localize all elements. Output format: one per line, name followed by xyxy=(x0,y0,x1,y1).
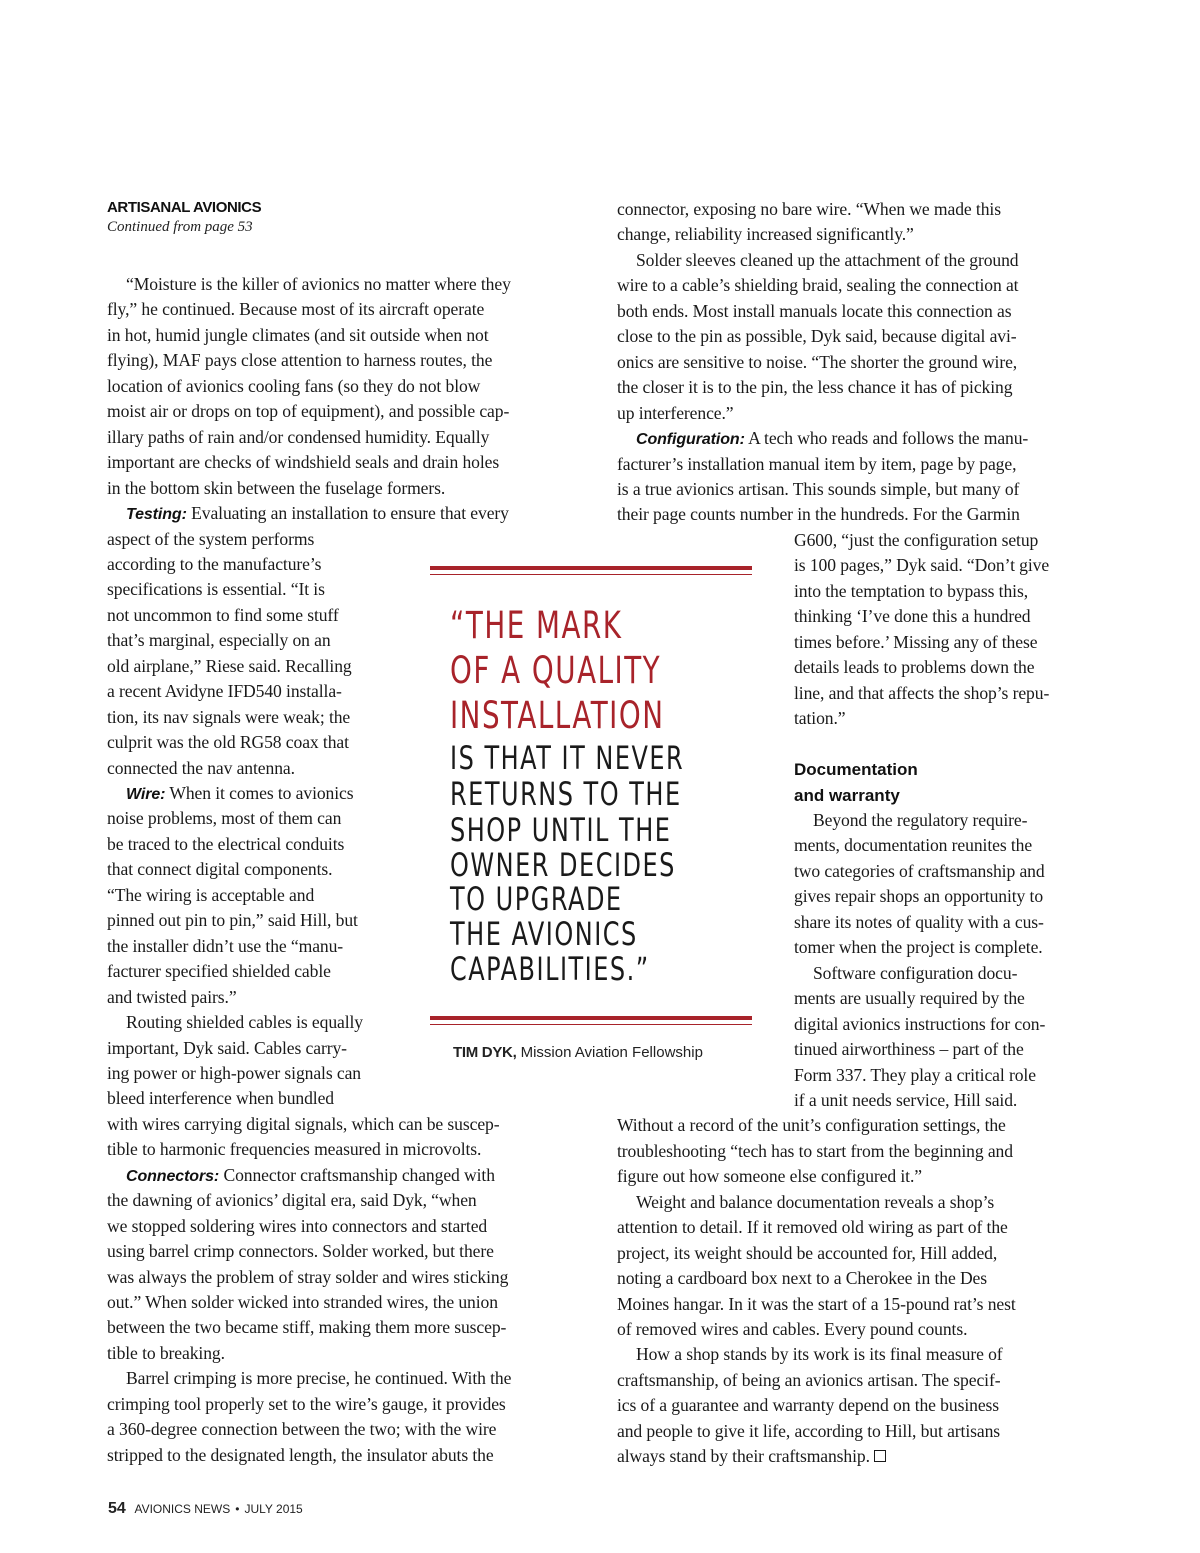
line-text: Weight and balance documentation reveals a shop’s xyxy=(636,1191,995,1212)
text-line xyxy=(617,1139,1013,1165)
pullquote-line: TO UPGRADE xyxy=(450,880,623,918)
line-text: location of avionics cooling fans (so they do not blow xyxy=(107,375,481,396)
text-line xyxy=(126,1366,511,1392)
line-text: a recent Avidyne IFD540 installa- xyxy=(107,681,342,702)
line-text: facturer specified shielded cable xyxy=(107,961,331,982)
text-line xyxy=(107,374,480,400)
line-text: times before.’ Missing any of these xyxy=(794,631,1038,652)
text-line xyxy=(617,222,914,248)
line-text: of removed wires and cables. Every pound counts. xyxy=(617,1319,968,1339)
line-text: if a unit needs service, Hill said. xyxy=(794,1089,1018,1110)
line-text: aspect of the system performs xyxy=(107,528,315,549)
line-text: troubleshooting “tech has to start from the beginning and xyxy=(617,1140,1013,1161)
pullquote-line: OF A QUALITY xyxy=(450,649,662,692)
pullquote-line: IS THAT IT NEVER xyxy=(450,739,685,777)
line-text: is 100 pages,” Dyk said. “Don’t give xyxy=(794,555,1050,576)
text-line xyxy=(617,502,1020,528)
line-text: Form 337. They play a critical role xyxy=(794,1064,1036,1085)
text-line xyxy=(794,859,1045,885)
line-text: always stand by their craftsmanship. xyxy=(617,1446,870,1467)
text-line xyxy=(617,1292,1016,1318)
line-text: tible to harmonic frequencies measured in microvolts. xyxy=(107,1139,482,1160)
text-line xyxy=(794,655,1034,681)
line-text: details leads to problems down the xyxy=(794,657,1035,678)
lead-in-label: Configuration: xyxy=(636,431,745,449)
text-line xyxy=(107,756,295,782)
pullquote-line: “THE MARK xyxy=(450,604,623,647)
line-text: and people to give it life, according to Hill, but artisans xyxy=(617,1420,1001,1441)
line-text: their page counts number in the hundreds. For the Garmin xyxy=(617,504,1020,525)
text-line xyxy=(107,883,314,909)
text-line xyxy=(126,1163,495,1190)
text-line xyxy=(107,1036,347,1062)
text-line xyxy=(107,705,350,731)
text-line xyxy=(617,375,1012,401)
issue-date: JULY 2015 xyxy=(244,1502,303,1516)
pullquote-line: OWNER DECIDES xyxy=(450,846,676,884)
line-text: tomer when the project is complete. xyxy=(794,937,1043,958)
line-text: noting a cardboard box next to a Cherokee in the Des xyxy=(617,1268,988,1289)
text-line xyxy=(107,1443,494,1469)
text-line xyxy=(107,1137,481,1163)
text-line xyxy=(794,1063,1036,1089)
continued-note: Continued from page 53 xyxy=(107,219,253,235)
line-text: line, and that affects the shop’s repu- xyxy=(794,682,1050,703)
line-text: stripped to the designated length, the insulator abuts the xyxy=(107,1444,494,1465)
text-line xyxy=(617,452,1016,478)
line-text: we stopped soldering wires into connectors and started xyxy=(107,1215,488,1236)
text-line xyxy=(794,910,1044,936)
line-text: noise problems, most of them can xyxy=(107,808,342,829)
text-line xyxy=(107,348,492,374)
line-text: facturer’s installation manual item by item, page by page, xyxy=(617,453,1017,474)
line-text: “The wiring is acceptable and xyxy=(107,884,315,905)
text-line xyxy=(617,1317,967,1343)
lead-in-label: Wire: xyxy=(126,786,166,803)
line-text: moist air or drops on top of equipment), and possible cap- xyxy=(107,401,510,422)
text-line xyxy=(617,324,1017,350)
text-line xyxy=(794,935,1043,961)
line-text: digital avionics instructions for con- xyxy=(794,1013,1046,1034)
text-line xyxy=(107,1265,508,1291)
line-text: Evaluating an installation to ensure that every xyxy=(186,503,509,524)
line-text: a 360-degree connection between the two; with the wire xyxy=(107,1419,497,1440)
text-line xyxy=(107,679,342,705)
text-line xyxy=(794,579,1028,605)
pullquote-line: SHOP UNTIL THE xyxy=(450,811,672,849)
line-text: the dawning of avionics’ digital era, said Dyk, “when xyxy=(107,1190,477,1211)
line-text: into the temptation to bypass this, xyxy=(794,580,1028,601)
line-text: gives repair shops an opportunity to xyxy=(794,886,1044,907)
text-line xyxy=(107,628,331,654)
line-text: project, its weight should be accounted for, Hill added, xyxy=(617,1242,998,1263)
text-line xyxy=(636,426,1028,453)
text-line xyxy=(107,1188,477,1214)
footer-separator: • xyxy=(235,1502,240,1516)
line-text: important, Dyk said. Cables carry- xyxy=(107,1037,347,1058)
line-text: ments are usually required by the xyxy=(794,988,1025,1009)
lead-in-label: Connectors: xyxy=(126,1167,220,1185)
line-text: When it comes to avionics xyxy=(165,783,354,803)
text-line xyxy=(617,1393,999,1419)
page-footer xyxy=(108,1500,303,1518)
line-text: up interference.” xyxy=(617,402,734,423)
text-line xyxy=(107,399,509,425)
line-text: not uncommon to find some stuff xyxy=(107,604,339,625)
subhead-line: and warranty xyxy=(794,786,900,805)
line-text: in hot, humid jungle climates (and sit outside when not xyxy=(107,324,489,345)
text-line xyxy=(107,1239,494,1265)
line-text: craftsmanship, of being an avionics artisan. The specif- xyxy=(617,1369,1001,1390)
lead-in-label: Testing: xyxy=(126,506,187,524)
text-line xyxy=(794,1012,1045,1038)
line-text: specifications is essential. “It is xyxy=(107,579,325,600)
line-text: tinued airworthiness – part of the xyxy=(794,1039,1024,1060)
line-text: that connect digital components. xyxy=(107,859,333,880)
text-line xyxy=(126,1010,363,1036)
line-text: Software configuration docu- xyxy=(813,962,1018,983)
line-text: Without a record of the unit’s configuration settings, the xyxy=(617,1115,1006,1136)
text-line xyxy=(617,1241,997,1267)
line-text: two categories of craftsmanship and xyxy=(794,860,1045,881)
line-text: tible to breaking. xyxy=(107,1342,225,1363)
line-text: according to the manufacture’s xyxy=(107,553,322,574)
line-text: that’s marginal, especially on an xyxy=(107,630,331,651)
line-text: tion, its nav signals were weak; the xyxy=(107,706,351,727)
text-line xyxy=(636,1342,1003,1368)
text-line xyxy=(617,1113,1006,1139)
line-text: ments, documentation reunites the xyxy=(794,835,1033,856)
text-line xyxy=(617,1444,886,1470)
text-line xyxy=(107,1086,334,1112)
text-line xyxy=(794,1037,1024,1063)
line-text: attention to detail. If it removed old wiring as part of the xyxy=(617,1217,1008,1238)
line-text: and twisted pairs.” xyxy=(107,986,237,1007)
text-line xyxy=(794,528,1038,554)
line-text: ing power or high-power signals can xyxy=(107,1062,361,1083)
line-text: connected the nav antenna. xyxy=(107,757,295,778)
text-line xyxy=(794,1088,1017,1114)
article-kicker: ARTISANAL AVIONICS xyxy=(107,199,262,216)
text-line xyxy=(617,1215,1008,1241)
text-line xyxy=(107,730,349,756)
line-text: close to the pin as possible, Dyk said, because digital avi- xyxy=(617,326,1017,347)
text-line xyxy=(107,323,489,349)
text-line xyxy=(107,476,445,502)
pullquote-credit xyxy=(453,1044,703,1061)
text-line xyxy=(813,961,1017,987)
text-line xyxy=(107,832,344,858)
line-text: culprit was the old RG58 coax that xyxy=(107,732,349,753)
pullquote-line: INSTALLATION xyxy=(450,694,665,737)
publication-name: AVIONICS NEWS xyxy=(134,1502,231,1516)
line-text: share its notes of quality with a cus- xyxy=(794,911,1044,932)
line-text: illary paths of rain and/or condensed humidity. Equally xyxy=(107,426,490,447)
line-text: onics are sensitive to noise. “The shorter the ground wire, xyxy=(617,351,1018,372)
pullquote-line: CAPABILITIES.” xyxy=(450,950,650,988)
text-line xyxy=(617,1266,987,1292)
text-line xyxy=(107,1341,225,1367)
line-text: Beyond the regulatory require- xyxy=(813,810,1028,830)
subhead-line: Documentation xyxy=(794,760,918,779)
text-line xyxy=(617,477,1019,503)
line-text: A tech who reads and follows the manu- xyxy=(744,428,1029,449)
line-text: Moines hangar. In it was the start of a 15-pound rat’s nest xyxy=(617,1293,1016,1314)
line-text: Routing shielded cables is equally xyxy=(126,1012,364,1033)
text-line xyxy=(794,630,1037,656)
text-line xyxy=(794,833,1032,859)
line-text: connector, exposing no bare wire. “When we made this xyxy=(617,199,1001,219)
text-line xyxy=(617,273,1018,299)
text-line xyxy=(107,908,358,934)
text-line xyxy=(617,1368,1000,1394)
end-of-story-box-icon xyxy=(874,1450,886,1462)
text-line xyxy=(107,934,343,960)
line-text: figure out how someone else configured it.” xyxy=(617,1166,922,1187)
line-text: the closer it is to the pin, the less chance it has of picking xyxy=(617,377,1013,398)
text-line xyxy=(107,1315,506,1341)
text-line xyxy=(107,1112,500,1138)
line-text: with wires carrying digital signals, which can be suscep- xyxy=(107,1113,500,1134)
text-line xyxy=(617,401,734,427)
text-line xyxy=(636,1190,994,1216)
pullquote-bottom-rule xyxy=(430,1016,752,1025)
line-text: wire to a cable’s shielding braid, sealing the connection at xyxy=(617,275,1019,296)
line-text: important are checks of windshield seals and drain holes xyxy=(107,452,500,473)
line-text: in the bottom skin between the fuselage formers. xyxy=(107,477,446,498)
text-line xyxy=(794,604,1031,630)
line-text: Barrel crimping is more precise, he continued. With the xyxy=(126,1368,512,1389)
text-line xyxy=(107,1417,496,1443)
line-text: “Moisture is the killer of avionics no matter where they xyxy=(126,274,511,294)
line-text: G600, “just the configuration setup xyxy=(794,529,1039,550)
text-line xyxy=(617,299,1012,325)
text-line xyxy=(107,297,484,323)
text-line xyxy=(617,1419,1000,1445)
text-line xyxy=(794,706,845,732)
text-line xyxy=(794,553,1049,579)
text-line xyxy=(813,808,1027,834)
line-text: tation.” xyxy=(794,708,846,728)
text-line xyxy=(126,501,509,528)
text-line xyxy=(107,857,332,883)
line-text: crimping tool properly set to the wire’s gauge, it provides xyxy=(107,1393,506,1414)
text-line xyxy=(107,654,352,680)
line-text: using barrel crimp connectors. Solder worked, but there xyxy=(107,1241,494,1262)
text-line xyxy=(107,1061,361,1087)
text-line xyxy=(107,1290,498,1316)
line-text: was always the problem of stray solder and wires sticking xyxy=(107,1266,509,1287)
text-line xyxy=(617,350,1017,376)
text-line xyxy=(107,577,325,603)
line-text: thinking ‘I’ve done this a hundred xyxy=(794,606,1031,627)
text-line xyxy=(107,959,331,985)
credit-org: Mission Aviation Fellowship xyxy=(520,1044,703,1061)
line-text: both ends. Most install manuals locate this connection as xyxy=(617,300,1012,321)
pullquote-top-rule xyxy=(430,566,752,575)
line-text: change, reliability increased significantly.” xyxy=(617,224,914,245)
text-line xyxy=(107,806,341,832)
pullquote-line: THE AVIONICS xyxy=(450,915,638,953)
line-text: old airplane,” Riese said. Recalling xyxy=(107,655,352,676)
text-line xyxy=(794,986,1025,1012)
text-line xyxy=(107,450,499,476)
pullquote-line: RETURNS TO THE xyxy=(450,775,682,813)
line-text: fly,” he continued. Because most of its aircraft operate xyxy=(107,299,485,320)
text-line xyxy=(107,552,321,578)
line-text: Connector craftsmanship changed with xyxy=(219,1164,495,1185)
line-text: flying), MAF pays close attention to harness routes, the xyxy=(107,350,493,371)
text-line xyxy=(107,603,339,629)
line-text: Solder sleeves cleaned up the attachment of the ground xyxy=(636,249,1019,270)
line-text: is a true avionics artisan. This sounds simple, but many of xyxy=(617,478,1020,499)
text-line xyxy=(126,781,354,808)
text-line xyxy=(107,1214,487,1240)
line-text: How a shop stands by its work is its final measure of xyxy=(636,1344,1003,1365)
line-text: bleed interference when bundled xyxy=(107,1088,334,1109)
line-text: pinned out pin to pin,” said Hill, but xyxy=(107,910,358,931)
text-line xyxy=(107,985,237,1011)
credit-name: TIM DYK, xyxy=(453,1044,517,1061)
line-text: between the two became stiff, making them more suscep- xyxy=(107,1317,507,1338)
line-text: the installer didn’t use the “manu- xyxy=(107,935,344,956)
text-line xyxy=(617,197,1001,223)
text-line xyxy=(126,272,511,298)
page-number: 54 xyxy=(108,1500,126,1517)
text-line xyxy=(636,248,1019,274)
text-line xyxy=(794,681,1049,707)
line-text: out.” When solder wicked into stranded wires, the union xyxy=(107,1292,498,1312)
text-line xyxy=(107,1392,506,1418)
text-line xyxy=(107,425,489,451)
text-line xyxy=(794,884,1043,910)
text-line xyxy=(617,1164,922,1190)
line-text: be traced to the electrical conduits xyxy=(107,833,345,854)
text-line xyxy=(107,527,314,553)
line-text: ics of a guarantee and warranty depend on the business xyxy=(617,1395,1000,1416)
